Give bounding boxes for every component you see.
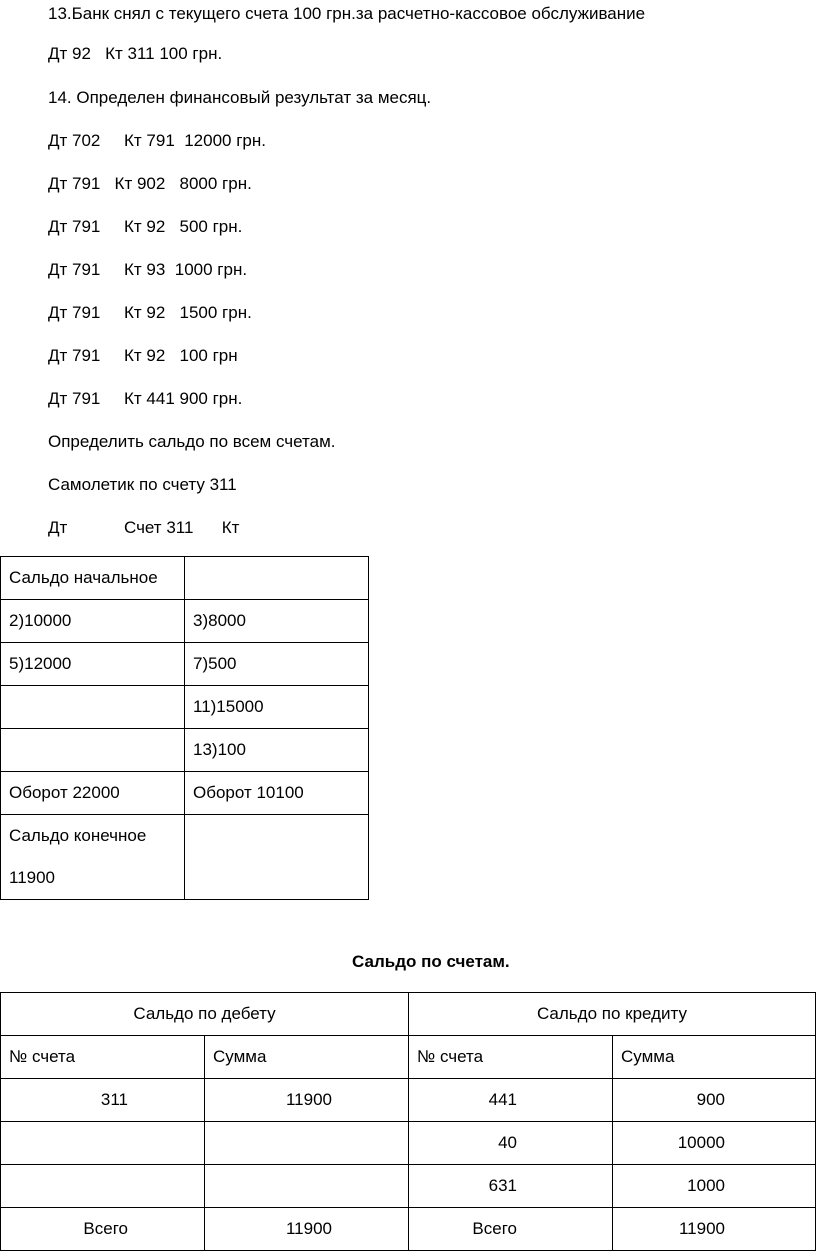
line-1: 13.Банк снял с текущего счета 100 грн.за расчетно-кассовое обслуживание [48,4,646,23]
table-cell: Оборот 10100 [185,772,369,815]
table-cell [1,686,185,729]
line-11: Определить сальдо по всем счетам. [48,432,336,451]
credit-header: Сальдо по кредиту [409,993,816,1036]
table-cell [1,1165,205,1208]
table-row [1,729,369,772]
table-cell [1,1122,205,1165]
table-cell: Сальдо начальное [1,557,185,600]
line-5: Дт 791 Кт 902 8000 грн. [48,174,252,193]
table-row [1,1079,816,1122]
column-header: № счета [1,1036,205,1079]
table-cell: Всего [409,1208,613,1251]
line-12: Самолетик по счету 311 [48,475,237,494]
table-cell: 11900 [613,1208,816,1251]
table-cell: 11)15000 [185,686,369,729]
column-header: № счета [409,1036,613,1079]
table-cell: 1000 [613,1165,816,1208]
table-cell: 2)10000 [1,600,185,643]
table-cell: 11900 [205,1208,409,1251]
table-cell: 631 [409,1165,613,1208]
table-cell: Оборот 22000 [1,772,185,815]
table-cell: 441 [409,1079,613,1122]
debit-header: Сальдо по дебету [1,993,409,1036]
line-4: Дт 702 Кт 791 12000 грн. [48,131,266,150]
line-3: 14. Определен финансовый результат за месяц. [48,88,432,107]
table-header-row [1,1036,816,1079]
table-row [1,1165,816,1208]
line-13: Дт Счет 311 Кт [48,518,240,537]
table-cell: 40 [409,1122,613,1165]
table-row [1,772,369,815]
table-cell: 13)100 [185,729,369,772]
t-account-table [0,556,369,900]
table-row [1,1208,816,1251]
table-cell: 900 [613,1079,816,1122]
line-6: Дт 791 Кт 92 500 грн. [48,217,243,236]
table-cell: 7)500 [185,643,369,686]
line-9: Дт 791 Кт 92 100 грн [48,346,238,365]
table-cell [185,557,369,600]
table-row [1,1122,816,1165]
column-header: Сумма [205,1036,409,1079]
table-row [1,643,369,686]
table-cell: 10000 [613,1122,816,1165]
line-8: Дт 791 Кт 92 1500 грн. [48,303,252,322]
table-cell: 11900 [205,1079,409,1122]
table-cell [205,1165,409,1208]
table-cell: 3)8000 [185,600,369,643]
column-header: Сумма [613,1036,816,1079]
table-cell: 5)12000 [1,643,185,686]
table-row [1,815,369,858]
line-2: Дт 92 Кт 311 100 грн. [48,44,223,63]
table-row [1,686,369,729]
line-7: Дт 791 Кт 93 1000 грн. [48,260,248,279]
balance-table [0,992,816,1251]
table-cell [185,815,369,900]
table-row [1,557,369,600]
table-cell: Сальдо конечное [1,815,185,858]
table-header-row [1,993,816,1036]
balance-title: Сальдо по счетам. [352,952,510,971]
line-10: Дт 791 Кт 441 900 грн. [48,389,243,408]
table-cell: 311 [1,1079,205,1122]
table-cell [1,729,185,772]
table-cell: Всего [1,1208,205,1251]
table-row [1,600,369,643]
table-cell: 11900 [1,857,185,900]
table-cell [205,1122,409,1165]
